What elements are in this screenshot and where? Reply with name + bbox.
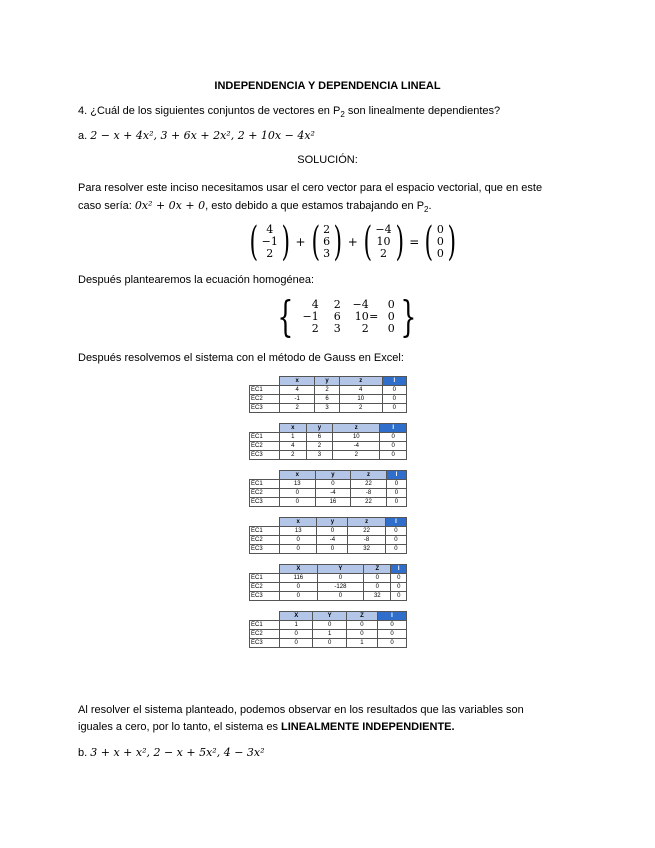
system-row: 2 3 2 0	[311, 322, 395, 335]
table-header-cell: x	[280, 518, 317, 527]
table-header-cell: y	[306, 424, 333, 433]
table-header-cell: X	[280, 612, 313, 621]
table-row: EC3 2 3 2 0	[250, 404, 407, 413]
table-row: EC1 13 0 22 0	[250, 480, 407, 489]
gauss-table	[249, 611, 407, 648]
solution-heading: SOLUCIÓN:	[297, 154, 358, 166]
table-header-cell: z	[351, 471, 387, 480]
table-row: EC1 1 0 0 0	[250, 621, 407, 630]
gauss-table	[249, 423, 407, 460]
table-header-cell: y	[315, 471, 351, 480]
table-row: EC3 0 0 1 0	[250, 639, 407, 648]
table-header-cell: I	[378, 612, 407, 621]
table-row: EC2 0 1 0 0	[250, 630, 407, 639]
gauss-table	[249, 564, 407, 601]
zero-vector: ( 0 0 0 )	[424, 219, 456, 265]
vector-1: ( 4 −1 2 )	[249, 219, 290, 265]
gauss-tables	[249, 376, 407, 658]
table-header-cell: Y	[317, 565, 363, 574]
table-row: EC2 0 -128 0 0	[250, 583, 407, 592]
gauss-text: Después resolvemos el sistema con el método de Gauss en Excel:	[78, 352, 404, 364]
table-header-cell: Y	[313, 612, 346, 621]
table-header-cell: I	[385, 518, 406, 527]
system-row: 4 2 −4 0	[311, 298, 395, 311]
table-row: EC3 2 3 2 0	[250, 451, 407, 460]
vector-3: ( −4 10 2 )	[363, 219, 404, 265]
table-header-cell: I	[391, 565, 407, 574]
table-header-cell: x	[280, 377, 315, 386]
intro-paragraph: Para resolver este inciso necesitamos usar el cero vector para el espacio vectorial, que en este caso sería: 0x² + 0x + 0, esto debido a que estamos trabajando en $P_2$.	[78, 182, 543, 215]
table-header-cell: Z	[346, 612, 377, 621]
system-row: −1 6 10 = 0	[302, 310, 395, 323]
vector-2: ( 2 6 3 )	[311, 219, 343, 265]
gauss-table	[249, 517, 407, 554]
homogeneous-text: Después plantearemos la ecuación homogénea:	[78, 274, 315, 286]
gauss-table	[249, 470, 407, 507]
table-header-cell: X	[280, 565, 318, 574]
table-header-cell: z	[333, 424, 380, 433]
item-b: b. 3 + x + x², 2 − x + 5x², 4 − 3x²	[78, 746, 265, 759]
table-header-cell: x	[280, 424, 307, 433]
item-b-expression: 3 + x + x², 2 − x + 5x², 4 − 3x²	[90, 746, 265, 759]
item-a: a. 2 − x + 4x², 3 + 6x + 2x², 2 + 10x − 4x²	[78, 129, 315, 142]
table-header-cell: x	[280, 471, 316, 480]
table-row: EC3 0 0 32 0	[250, 592, 407, 601]
table-row: EC1 4 2 4 0	[250, 386, 407, 395]
table-row: EC1 116 0 0 0	[250, 574, 407, 583]
table-row: EC1 1 6 10 0	[250, 433, 407, 442]
table-row: EC3 0 0 32 0	[250, 545, 407, 554]
question-4: 4. ¿Cuál de los siguientes conjuntos de vectores en $P_2$ son linealmente dependientes?	[78, 105, 501, 120]
table-header-cell: y	[317, 518, 348, 527]
table-row: EC2 -1 6 10 0	[250, 395, 407, 404]
table-header-cell: z	[348, 518, 385, 527]
conclusion-paragraph: Al resolver el sistema planteado, podemos observar en los resultados que las variables son iguales a cero, por lo tanto, el sistema es LINEALMENTE INDEPENDIENTE.	[78, 704, 524, 733]
table-row: EC1 13 0 22 0	[250, 527, 407, 536]
table-header-cell: I	[382, 377, 406, 386]
table-row: EC2 0 -4 -8 0	[250, 489, 407, 498]
homogeneous-system: { 4 2 −4 0 −1 6 10 = 0 2 3 2 0 }	[277, 292, 417, 341]
table-header-cell: z	[339, 377, 382, 386]
page-title: INDEPENDENCIA Y DEPENDENCIA LINEAL	[214, 80, 441, 92]
table-header-cell: y	[315, 377, 339, 386]
vector-equation: ( 4 −1 2 ) + ( 2 6 3 ) + ( −4 10 2 ) = ( 0 0 0 )	[246, 222, 460, 262]
table-header-cell: Z	[364, 565, 391, 574]
gauss-table	[249, 376, 407, 413]
table-row: EC2 0 -4 -8 0	[250, 536, 407, 545]
table-header-cell: I	[386, 471, 406, 480]
table-row: EC2 4 2 -4 0	[250, 442, 407, 451]
table-row: EC3 0 16 22 0	[250, 498, 407, 507]
table-header-cell: I	[380, 424, 407, 433]
item-a-expression: 2 − x + 4x², 3 + 6x + 2x², 2 + 10x − 4x²	[90, 129, 315, 142]
